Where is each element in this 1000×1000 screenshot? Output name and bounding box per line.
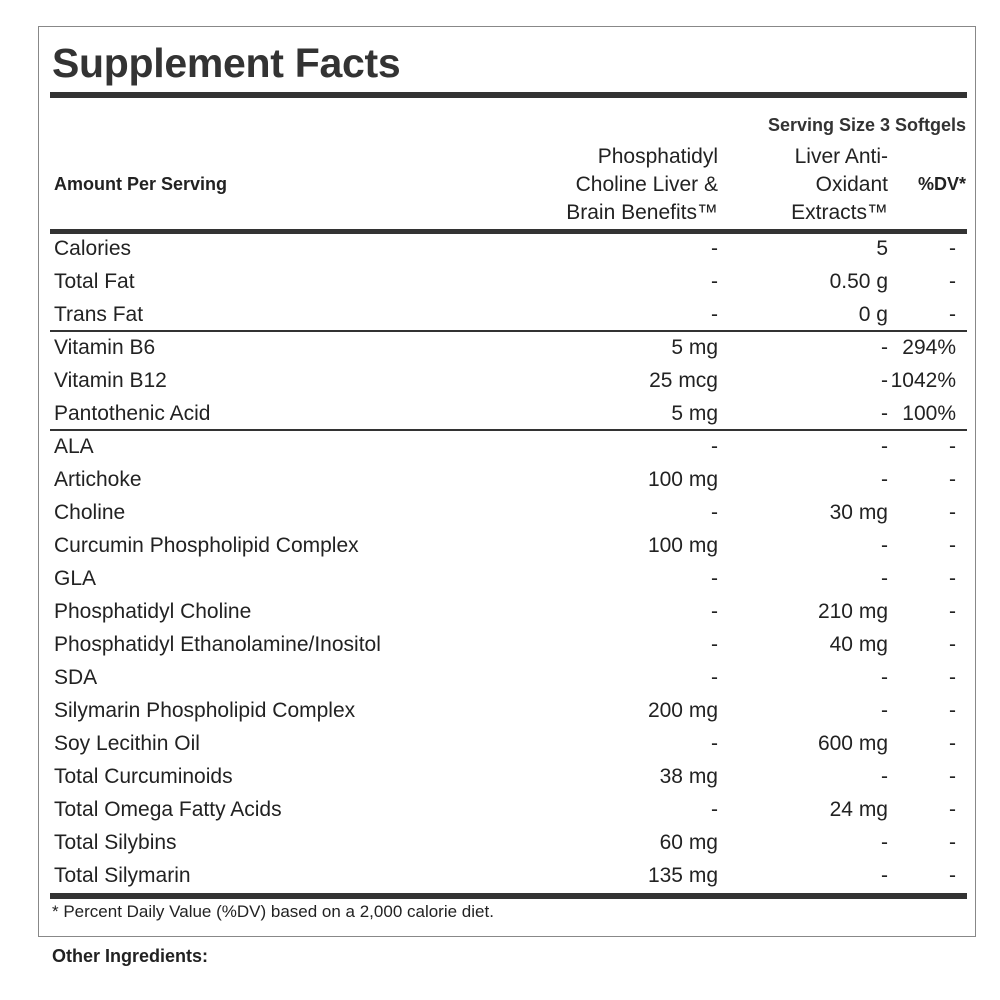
column-1-amount: - xyxy=(711,435,718,458)
column-2-amount: 40 mg xyxy=(829,633,888,656)
amount-per-serving-label: Amount Per Serving xyxy=(54,174,228,194)
serving-size: Serving Size 3 Softgels xyxy=(767,115,966,135)
table-bottom-divider xyxy=(50,893,967,899)
table-row xyxy=(50,529,967,562)
column-1-amount: - xyxy=(711,303,718,326)
table-row xyxy=(50,826,967,859)
column-2-amount: 30 mg xyxy=(829,501,888,524)
nutrient-name: Vitamin B12 xyxy=(54,369,167,392)
table-row xyxy=(50,463,967,496)
daily-value: - xyxy=(949,270,956,293)
column-header-1-line: Phosphatidyl xyxy=(597,145,718,168)
daily-value: 1042% xyxy=(890,369,956,392)
nutrient-name: GLA xyxy=(54,567,97,590)
column-2-amount: - xyxy=(881,336,888,359)
column-header-2-line: Oxidant xyxy=(815,173,888,196)
column-2-amount: 5 xyxy=(876,237,888,260)
daily-value: - xyxy=(949,864,956,887)
table-row xyxy=(50,265,967,298)
column-1-amount: 100 mg xyxy=(647,468,718,491)
column-2-amount: 600 mg xyxy=(817,732,888,755)
column-2-amount: - xyxy=(881,534,888,557)
column-1-amount: 60 mg xyxy=(659,831,718,854)
column-1-amount: 25 mcg xyxy=(649,369,718,392)
table-row xyxy=(50,232,967,265)
daily-value: - xyxy=(949,237,956,260)
column-1-amount: - xyxy=(711,600,718,623)
nutrient-name: Total Curcuminoids xyxy=(54,765,233,788)
column-2-amount: 210 mg xyxy=(817,600,888,623)
daily-value: - xyxy=(949,435,956,458)
column-2-amount: - xyxy=(881,666,888,689)
column-1-amount: - xyxy=(711,501,718,524)
daily-value: - xyxy=(949,501,956,524)
column-2-amount: - xyxy=(881,864,888,887)
column-header-2-line: Liver Anti- xyxy=(794,145,888,168)
nutrient-name: Silymarin Phospholipid Complex xyxy=(54,699,356,722)
column-2-amount: - xyxy=(881,567,888,590)
column-2-amount: 24 mg xyxy=(829,798,888,821)
daily-value: - xyxy=(949,765,956,788)
column-2-amount: - xyxy=(881,765,888,788)
nutrient-name: Soy Lecithin Oil xyxy=(54,732,200,755)
nutrient-name: Artichoke xyxy=(54,468,142,491)
daily-value: - xyxy=(949,732,956,755)
column-1-amount: - xyxy=(711,633,718,656)
column-1-amount: - xyxy=(711,732,718,755)
daily-value: - xyxy=(949,633,956,656)
nutrient-name: Vitamin B6 xyxy=(54,336,156,359)
column-1-amount: - xyxy=(711,237,718,260)
nutrient-name: Total Fat xyxy=(54,270,135,293)
column-header-2 xyxy=(791,143,888,227)
column-2-amount: - xyxy=(881,435,888,458)
table-row xyxy=(50,661,967,694)
panel-title: Supplement Facts xyxy=(52,40,401,86)
table-row xyxy=(50,397,967,430)
column-2-amount: - xyxy=(881,699,888,722)
daily-value: - xyxy=(949,303,956,326)
column-1-amount: - xyxy=(711,270,718,293)
column-1-amount: 100 mg xyxy=(647,534,718,557)
column-1-amount: 135 mg xyxy=(647,864,718,887)
column-2-amount: - xyxy=(881,402,888,425)
column-1-amount: - xyxy=(711,666,718,689)
table-row xyxy=(50,331,967,364)
nutrient-name: Curcumin Phospholipid Complex xyxy=(54,534,359,557)
column-header-1-line: Choline Liver & xyxy=(575,173,718,196)
daily-value: - xyxy=(949,600,956,623)
nutrient-name: Pantothenic Acid xyxy=(54,402,211,425)
table-row xyxy=(50,859,967,892)
nutrient-name: Total Silybins xyxy=(54,831,177,854)
column-2-amount: - xyxy=(881,468,888,491)
daily-value: - xyxy=(949,699,956,722)
daily-value: - xyxy=(949,534,956,557)
column-2-amount: 0.50 g xyxy=(829,270,888,293)
column-header-2-line: Extracts™ xyxy=(791,201,888,224)
nutrient-name: ALA xyxy=(54,435,94,458)
table-row xyxy=(50,595,967,628)
table-row xyxy=(50,430,967,463)
column-1-amount: 38 mg xyxy=(659,765,718,788)
table-row xyxy=(50,628,967,661)
table-row xyxy=(50,727,967,760)
nutrient-name: Phosphatidyl Ethanolamine/Inositol xyxy=(54,633,381,656)
nutrient-name: Total Omega Fatty Acids xyxy=(54,798,282,821)
table-row xyxy=(50,298,967,331)
column-1-amount: - xyxy=(711,567,718,590)
nutrient-name: Choline xyxy=(54,501,126,524)
column-header-1 xyxy=(566,143,718,227)
column-1-amount: 5 mg xyxy=(671,336,718,359)
daily-value: - xyxy=(949,567,956,590)
column-1-amount: 5 mg xyxy=(671,402,718,425)
column-1-amount: 200 mg xyxy=(647,699,718,722)
nutrient-name: Calories xyxy=(54,237,132,260)
nutrient-name: Trans Fat xyxy=(54,303,144,326)
column-1-amount: - xyxy=(711,798,718,821)
table-row xyxy=(50,760,967,793)
column-header-1-line: Brain Benefits™ xyxy=(566,201,718,224)
nutrient-name: Total Silymarin xyxy=(54,864,191,887)
column-2-amount: - xyxy=(881,369,888,392)
other-ingredients-label: Other Ingredients: xyxy=(52,946,209,966)
table-row xyxy=(50,793,967,826)
table-row xyxy=(50,694,967,727)
table-row xyxy=(50,496,967,529)
daily-value: - xyxy=(949,666,956,689)
table-row xyxy=(50,364,967,397)
daily-value: - xyxy=(949,468,956,491)
daily-value: - xyxy=(949,798,956,821)
nutrient-name: SDA xyxy=(54,666,98,689)
daily-value: 100% xyxy=(902,402,956,425)
column-2-amount: 0 g xyxy=(858,303,888,326)
footnote: * Percent Daily Value (%DV) based on a 2,000 calorie diet. xyxy=(52,902,494,921)
table-row xyxy=(50,562,967,595)
title-divider xyxy=(50,92,967,98)
column-2-amount: - xyxy=(881,831,888,854)
dv-header: %DV* xyxy=(917,174,966,194)
daily-value: 294% xyxy=(902,336,956,359)
daily-value: - xyxy=(949,831,956,854)
nutrient-name: Phosphatidyl Choline xyxy=(54,600,252,623)
